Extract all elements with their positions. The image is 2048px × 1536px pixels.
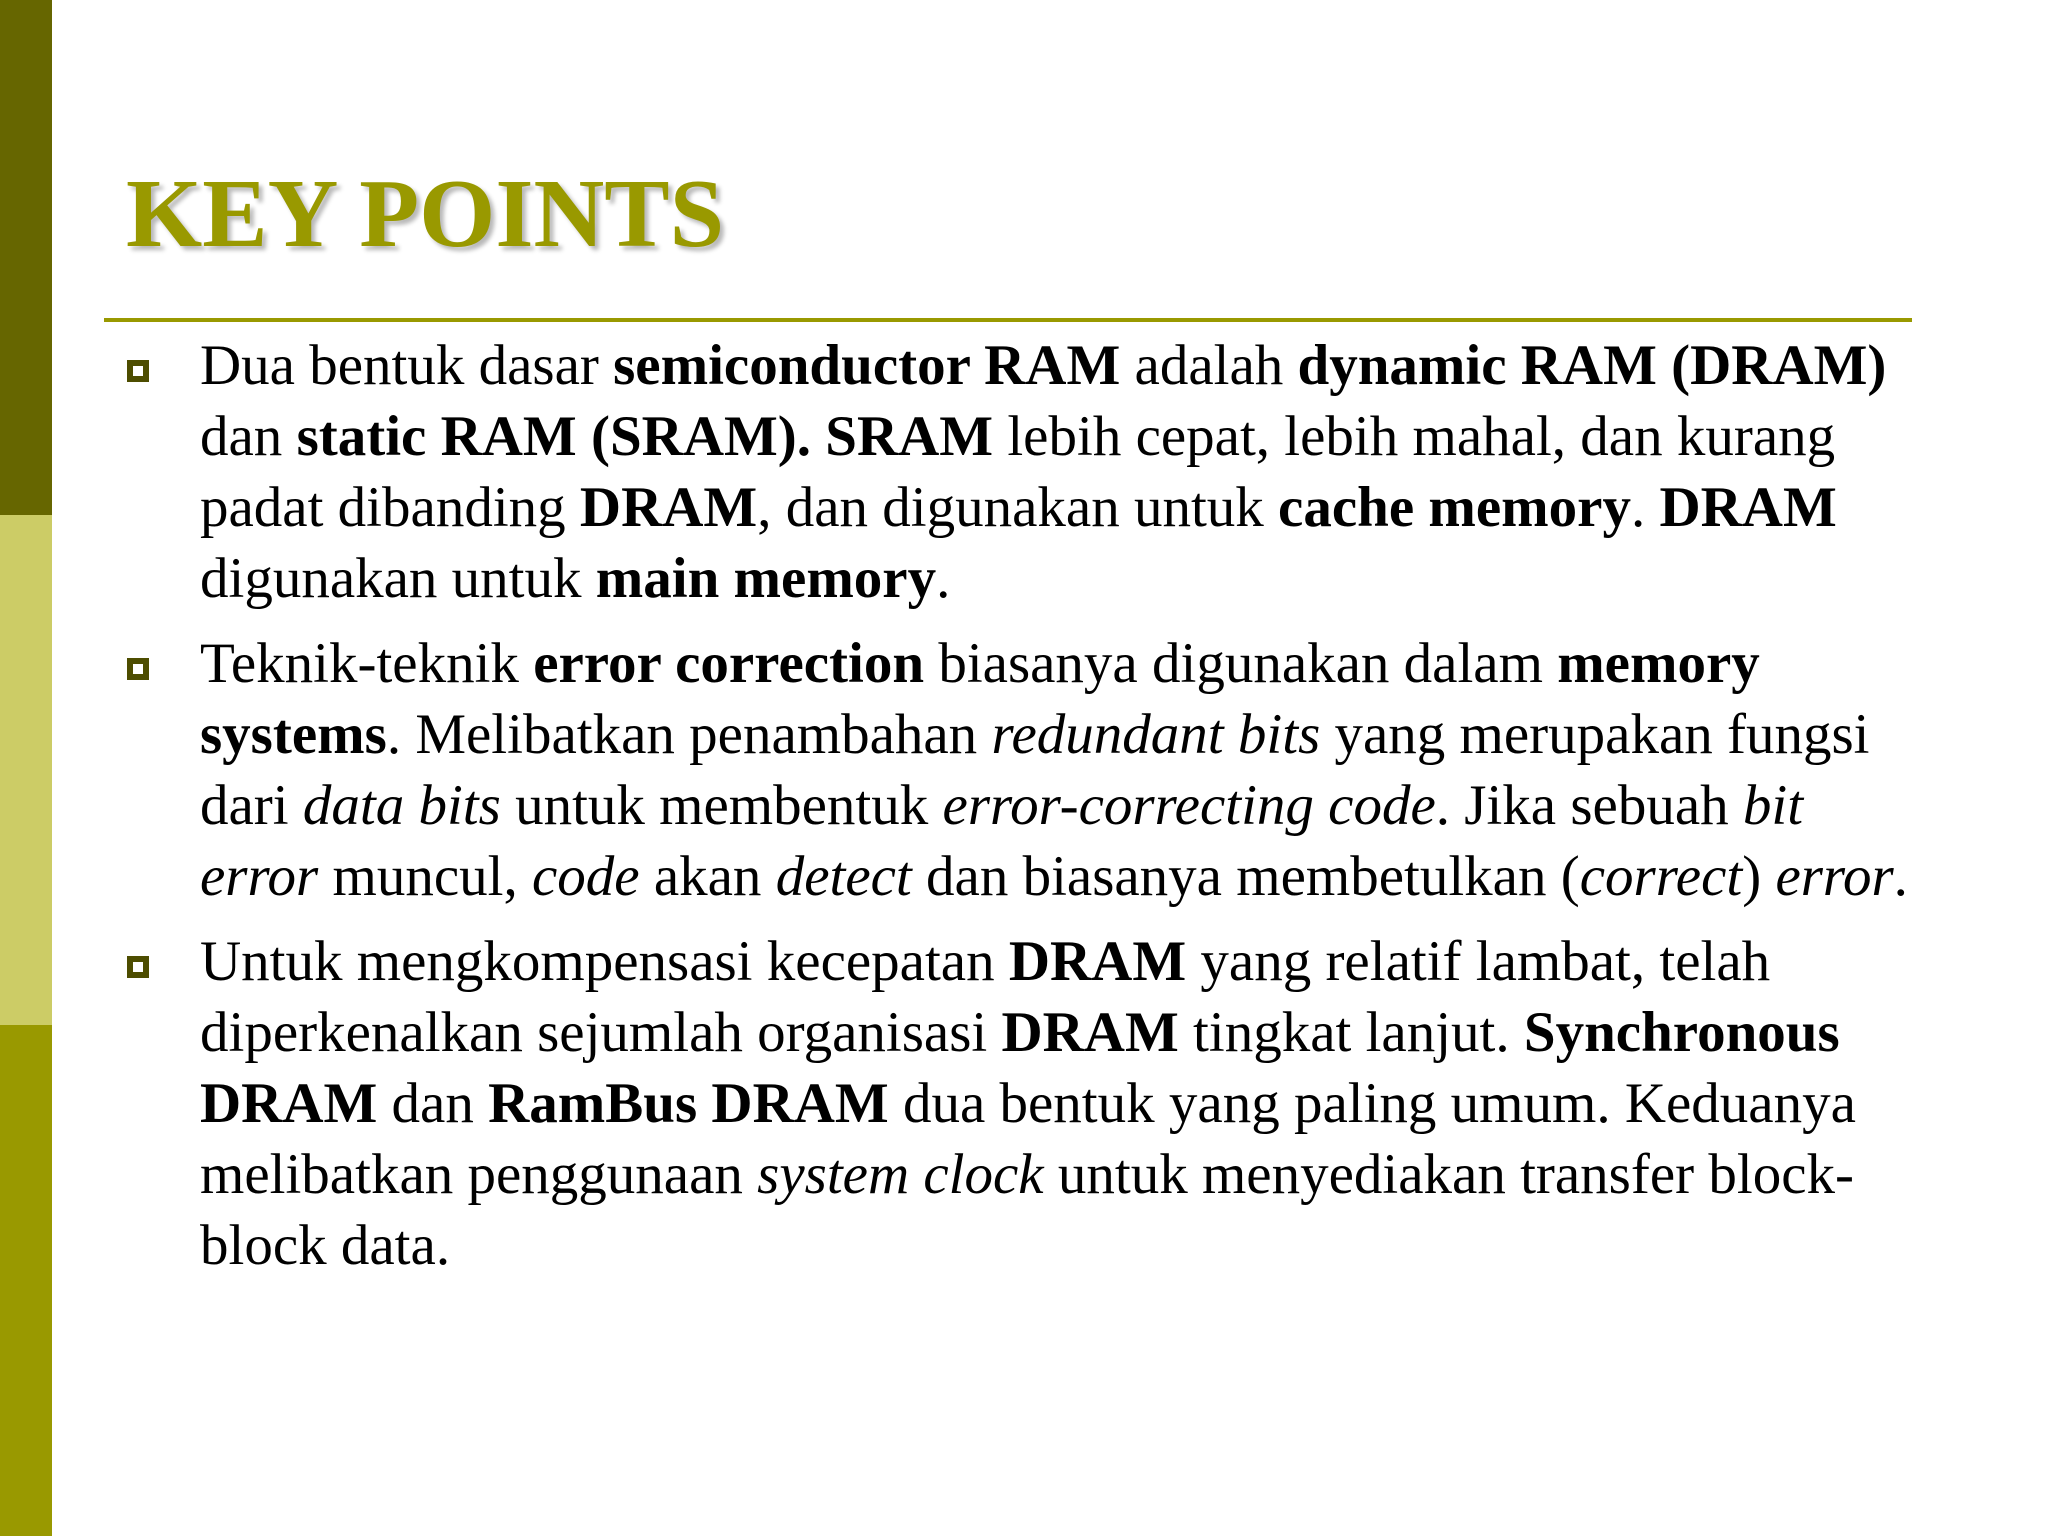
bullet-item	[200, 926, 1930, 1281]
bold-run: static RAM (SRAM). SRAM	[296, 405, 994, 468]
square-bullet-icon	[127, 360, 149, 382]
italic-run: error-correcting code	[942, 774, 1436, 837]
text-run: dua bentuk yang paling umum. Keduanya melibatkan penggunaan	[200, 1072, 1856, 1206]
text-run: digunakan untuk	[200, 547, 596, 610]
text-run: . Melibatkan penambahan	[386, 703, 992, 766]
bullet-text	[200, 632, 1908, 908]
bullet-text	[200, 334, 1886, 610]
bold-run: DRAM	[1008, 930, 1187, 993]
italic-run: code	[531, 845, 640, 908]
italic-run: bit error	[200, 774, 1804, 908]
title-divider	[104, 318, 1912, 322]
bold-run: DRAM	[1659, 476, 1837, 539]
italic-run: error	[1775, 845, 1894, 908]
italic-run: redundant bits	[991, 703, 1321, 766]
text-run: , dan digunakan untuk	[757, 476, 1279, 539]
slide-title: KEY POINTS	[126, 160, 725, 268]
text-run: Untuk mengkompensasi kecepatan	[200, 930, 1009, 993]
bullet-list	[200, 330, 1930, 1295]
text-run: .	[1893, 845, 1908, 908]
italic-run: correct	[1579, 845, 1743, 908]
text-run: .	[936, 547, 951, 610]
text-run: lebih cepat, lebih mahal, dan kurang padat dibanding	[200, 405, 1836, 539]
italic-run: system clock	[757, 1143, 1044, 1206]
bold-run: dynamic RAM (DRAM)	[1297, 334, 1887, 397]
bold-run: DRAM	[1001, 1001, 1179, 1064]
text-run: muncul,	[318, 845, 532, 908]
text-run: Dua bentuk dasar	[200, 334, 614, 397]
bold-run: main memory	[595, 547, 937, 610]
text-run: dan	[200, 405, 297, 468]
sidebar-dark-segment	[0, 0, 52, 515]
text-run: Teknik-teknik	[200, 632, 534, 695]
text-run: .	[1630, 476, 1660, 539]
bold-run: error correction	[533, 632, 925, 695]
text-run: yang relatif lambat, telah diperkenalkan sejumlah organisasi	[200, 930, 1771, 1064]
italic-run: detect	[775, 845, 912, 908]
bullet-text	[200, 930, 1856, 1277]
text-run: tingkat lanjut.	[1178, 1001, 1524, 1064]
italic-run: data bits	[302, 774, 501, 837]
square-bullet-icon	[127, 956, 149, 978]
square-bullet-icon	[127, 658, 149, 680]
bold-run: semiconductor RAM	[613, 334, 1121, 397]
bullet-item	[200, 330, 1930, 614]
bold-run: DRAM	[579, 476, 758, 539]
text-run: untuk membentuk	[500, 774, 943, 837]
text-run: yang merupakan fungsi dari	[200, 703, 1870, 837]
bold-run: cache memory	[1278, 476, 1631, 539]
text-run: adalah	[1120, 334, 1298, 397]
bold-run: memory systems	[200, 632, 1760, 766]
text-run: dan biasanya membetulkan (	[911, 845, 1580, 908]
text-run: akan	[639, 845, 776, 908]
bullet-item	[200, 628, 1930, 912]
text-run: biasanya digunakan dalam	[924, 632, 1558, 695]
sidebar-light-segment	[0, 515, 52, 1025]
text-run: dan	[377, 1072, 489, 1135]
text-run: . Jika sebuah	[1435, 774, 1743, 837]
bold-run: Synchronous DRAM	[200, 1001, 1840, 1135]
text-run: untuk menyediakan transfer block-block data.	[200, 1143, 1854, 1277]
sidebar-olive-segment	[0, 1025, 52, 1536]
bold-run: RamBus DRAM	[488, 1072, 889, 1135]
text-run: )	[1742, 845, 1776, 908]
